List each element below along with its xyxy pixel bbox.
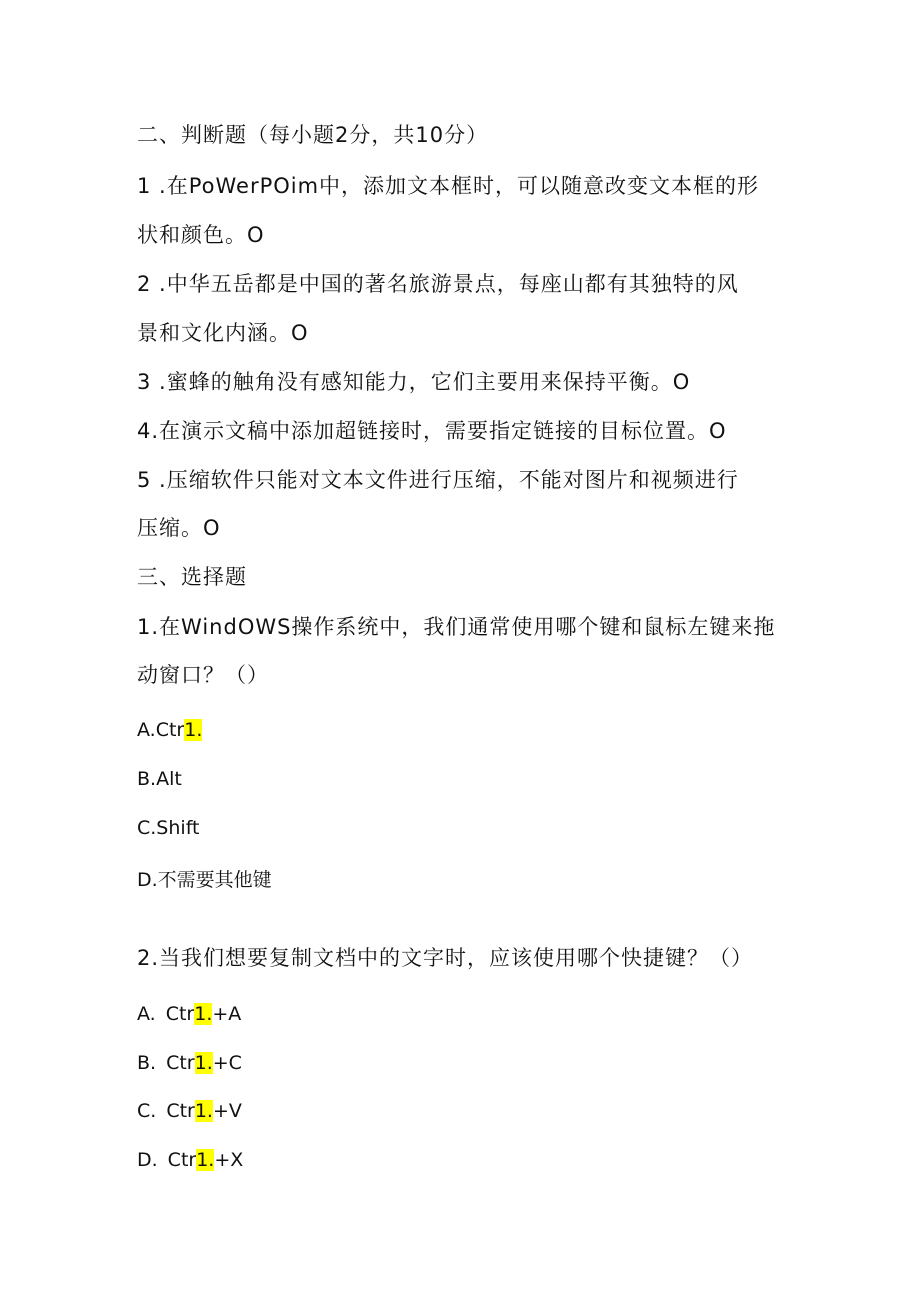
tf-question-1-text: .在PoWerPOim中，添加文本框时，可以随意改变文本框的形 (151, 174, 760, 198)
mc-question-2-line-1: 2.当我们想要复制文档中的文字时，应该使用哪个快捷键？（） (137, 946, 754, 970)
tf-question-2-line-1 (137, 270, 739, 298)
option-key-suffix: +A (212, 1003, 242, 1025)
mc-question-2-option-b (137, 1049, 242, 1077)
tf-question-5-line-2: 压缩。O (137, 516, 221, 540)
tf-question-5-number: 5 (137, 468, 152, 492)
option-a-text: A.Ctr (137, 719, 185, 741)
option-key: Ctr (166, 1052, 195, 1074)
mc-question-1-option-c: C.Shift (137, 817, 200, 839)
tf-question-1-number: 1 (137, 174, 152, 198)
tf-question-5-text: .压缩软件只能对文本文件进行压缩，不能对图片和视频进行 (151, 468, 739, 492)
tf-question-4-line-1: 4.在演示文稿中添加超链接时，需要指定链接的目标位置。O (137, 419, 727, 443)
section-3-heading: 三、选择题 (137, 565, 247, 589)
option-letter: A. (137, 1003, 156, 1025)
tf-question-1-line-1 (137, 172, 759, 200)
option-key-suffix: +V (212, 1100, 242, 1122)
option-letter: B. (137, 1052, 157, 1074)
option-key: Ctr (166, 1100, 195, 1122)
tf-question-5-line-1 (137, 466, 739, 494)
mc-question-1-line-1: 1.在WindOWS操作系统中，我们通常使用哪个键和鼠标左键来拖 (137, 615, 776, 639)
mc-question-2-option-d (137, 1146, 243, 1174)
tf-question-1-line-2: 状和颜色。O (137, 223, 265, 247)
highlight-mark: 1. (194, 1100, 213, 1122)
mc-question-2-option-c (137, 1097, 242, 1125)
highlight-mark: 1. (184, 719, 203, 741)
section-2-heading: 二、判断题（每小题2分，共10分） (137, 123, 489, 147)
mc-question-1-line-2: 动窗口？（） (137, 663, 269, 687)
mc-question-1-option-b: B.Alt (137, 768, 182, 790)
option-letter: D. (137, 1149, 158, 1171)
option-key-suffix: +C (212, 1052, 242, 1074)
tf-question-2-number: 2 (137, 272, 152, 296)
tf-question-3-number: 3 (137, 370, 152, 394)
tf-question-2-text: .中华五岳都是中国的著名旅游景点，每座山都有其独特的风 (151, 272, 739, 296)
highlight-mark: 1. (196, 1149, 215, 1171)
tf-question-3-text: .蜜蜂的触角没有感知能力，它们主要用来保持平衡。O (151, 370, 691, 394)
option-letter: C. (137, 1100, 157, 1122)
mc-question-2-option-a (137, 1000, 241, 1028)
mc-question-1-option-d: D.不需要其他键 (137, 869, 272, 891)
tf-question-3-line-1 (137, 368, 690, 396)
highlight-mark: 1. (194, 1003, 213, 1025)
highlight-mark: 1. (194, 1052, 213, 1074)
tf-question-2-line-2: 景和文化内涵。O (137, 321, 309, 345)
option-key: Ctr (167, 1149, 197, 1171)
option-key-suffix: +X (214, 1149, 244, 1171)
mc-question-1-option-a (137, 716, 202, 744)
option-key: Ctr (165, 1003, 195, 1025)
